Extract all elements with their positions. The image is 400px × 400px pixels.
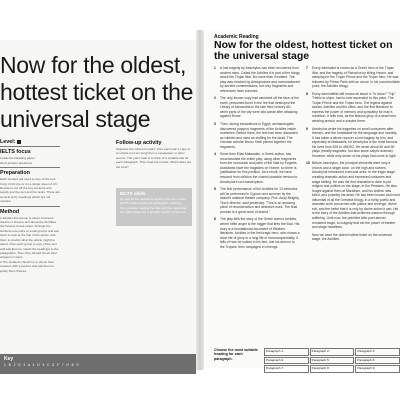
task-section: [214, 348, 400, 370]
paragraph-text: Before Aeschylus, the principal elements were only a chorus and a single actor, on the high and scenes. Aeschylus introduced a second actor, to the tragic stage, creating dramatic action and increased costumes and stage setting. He was the first dramatist to dare to put religion and politics on the stage, in the Persians. He also fought against them at Marathon, and his brother was killed, and possibly his dead. He has been known and most influential of all the Oresteia trilogy, in a richly poetic and dramatic work concerned with justice and revenge, divine evil, and the belief that it is only by divine action it can. His is the story of the Achilles that achieves wisdom through suffering. Until now, the primitive Attic poet almost remained tragic, so tragedy that set the power of theatre and stage headlines.: [312, 161, 400, 230]
left-page: [0, 40, 196, 367]
ielts-skills-box: [116, 188, 192, 226]
paragraph-number: 1: [214, 66, 216, 70]
answer-cell[interactable]: Paragraph 6:: [355, 357, 400, 365]
answer-grid: [264, 348, 400, 373]
key-label: Key: [4, 356, 14, 362]
paragraph-text: Since then Elias Mataxakis, a Greek author, has reconstructed the entire play, using other fragments from the surrounds and parts of the Iliad by Evgenis. Assistants have the tragedies on Homer, so there is justification for this position. As a result, we have rescued from oblivion the closest possible version to Aeschylus's lost masterpiece.: [220, 152, 298, 184]
paragraph-text: The play tells the story of the Greek warrior Achilles, where bitter anger is the trigger that fires the Iliad. His story is a foundational document of Western literature. Achilles in the first tragic hero, who shows a short life of glory to a long life of inconsequentiality. It tells of how he sulked in his tent, lost his armour to the Trojans, then rampaged in revenge.: [220, 217, 300, 249]
left-column-2: [116, 140, 192, 169]
method-heading: Method: [0, 208, 20, 215]
paragraph-number: 9: [306, 126, 308, 131]
paragraph: [214, 66, 300, 93]
paragraph-number: 5: [214, 187, 216, 192]
ielts-skills-text: As well as the questions linked to the text, some IELTS reading tasks are paragraph matching. Give practice reading the title and then selecting the right answer for a specific section of the text.: [120, 197, 187, 214]
answer-cell[interactable]: Paragraph 7:: [264, 365, 309, 373]
divider: [0, 167, 60, 168]
ielts-focus-heading: IELTS focus: [0, 149, 31, 156]
paragraph-number: 4: [214, 152, 216, 157]
level-row: [0, 140, 60, 144]
paragraph-number: 10: [306, 161, 310, 166]
left-column-1: [0, 140, 60, 273]
ielts-focus-body: Academic Reading paper short-answer questions: [0, 156, 35, 165]
paragraph-number: 6: [214, 217, 216, 222]
answer-cell[interactable]: Paragraph 2:: [310, 348, 355, 356]
answer-cell[interactable]: Paragraph 9:: [355, 365, 400, 373]
section-label: Academic Reading: [214, 34, 259, 40]
paragraph: [306, 66, 400, 89]
paragraph: [214, 96, 300, 119]
preparation-heading: Preparation: [0, 170, 30, 177]
page-title: Now for the oldest, hottest ticket on the universal stage: [0, 52, 194, 132]
answer-cell[interactable]: Paragraph 3:: [355, 348, 400, 356]
follow-up-body: Organise the class into pairs. Give each pair a copy of an article (not too long) from a newspaper or other source. The pairs' task is to think of a suitable title for each paragraph. Then feed the results. Which titles are the best?: [116, 147, 192, 169]
paragraph-number: 3: [214, 122, 216, 127]
article-title: Now for the oldest, hottest ticket on the universal stage: [214, 39, 393, 62]
divider: [0, 206, 60, 207]
paragraph-number: 8: [306, 91, 308, 96]
paragraph-text: A lost tragedy by Aeschylus has been recovered from ancient ruins. Called the Achilles it is part of the trilogy about the Trojan War. No more than it existed. The play was mocked by Aristophanes and overshadowed by ancient commentators, but only fragments and references have survived.: [220, 66, 300, 93]
paragraph-text: Every admirabilist still knows all about it. To show? "Trip" "Helllo to ships, had to ever ascended to this point. The Trojan Prince and the Trojan hero. The legend against stories. Achilles and the cities, and the first literature to express the power of memory and sympathy for man's condition. It tells how, as the tedious glory of a dead hero wearing armour and a sceptre there.: [312, 91, 397, 124]
paragraph: [306, 233, 400, 242]
follow-up-heading: Follow-up activity: [116, 140, 162, 146]
answer-cell[interactable]: Paragraph 4:: [264, 357, 309, 365]
paragraph-text: Now we have the oldest hottest ticket on the universal stage, the Achilles.: [312, 232, 392, 242]
article-column-1: [214, 66, 300, 252]
article-column-2: [306, 66, 400, 245]
paragraph: [214, 122, 300, 149]
paragraph-text: The first performance of the Achilles for 13 centuries will be performed in Cyprus next summer by the Island's national theatre company. Prof. Andy Beighty, Tino's director, said yesterday: "This is an amazing piece of reconstruction and detective work. The final product is a great work of drama.": [220, 187, 300, 214]
method-body: 1 Explain this lesson is about a famous theatre in Greece and about the Archilles the famous Greek writer. Arrange the students into pairs or small groups and ask them to look at the title of the article. Ask them to predict what the article might be about. Give each group a copy of the text and ask them to match the headings to the paragraphs. Then they should check their answers in pairs. 2 The students should try to check their answers with a partner and ask them to justify their choices.: [0, 215, 59, 273]
ielts-skills-title: IELTS skills: [120, 191, 146, 196]
paragraph-text: The only known copy had vanished off the face of the earth, presumed burnt in the fire that destroyed the Library of Alexandria in the late third century AD, when parts of the city were laid waste after attacking against Rome.: [220, 96, 299, 119]
key-answers: 1 B 2 E 3 A 4 D 5 C 6 F 7 H 8 G: [4, 363, 80, 367]
answer-cell[interactable]: Paragraph 1:: [264, 348, 309, 356]
answer-key-bar: [0, 354, 196, 374]
task-instruction: Choose the most suitable heading for each paragraph.: [214, 348, 258, 361]
paragraph-text: Aeschylus wrote his tragedies on small consumes after themes, and the formidable he the language and morality. It has taken a whole recover a lost tragedy by him, and especially at Mataxakis, for Aeschylus is the most famous. He lived from 525 to 456 BC. He wrote about 80 and 90 plays (mostly tragedies, but also some satyric dramas). However, while only seven of his plays had come to light.: [312, 126, 399, 158]
answer-cell[interactable]: Paragraph 5:: [310, 357, 355, 365]
paragraph: [306, 161, 400, 229]
paragraph-text: Then, during excavations in Egypt, archaeologists discovered papyrus fragments of the Achilles inside mummies. Before them, the text had been discarded as rubbish and used as stuffing for the dead. The German scholar Bruno Snell pieced together the fragments.: [220, 122, 298, 149]
paragraph: [306, 127, 400, 159]
level-square-icon: [17, 140, 21, 144]
answer-cell[interactable]: Paragraph 8:: [310, 365, 355, 373]
paragraph: [306, 92, 400, 124]
paragraph: [214, 152, 300, 184]
level-label: Level:: [0, 139, 16, 145]
paragraph-number: 7: [306, 66, 308, 70]
right-page: [204, 30, 400, 368]
paragraph-number: 2: [214, 96, 216, 101]
divider: [0, 146, 60, 147]
paragraph-text: Every admiralist is known as a Greek hero of the Trojan War, and the tragedy of Patroclus by killing Hector, and weeping for the Trojan Prince and the Trojan hero. He was followed by Prince Paris with an arrow. In his uncontrollable point, the Achilles trilogy.: [312, 66, 400, 89]
preparation-body: Each student will need a copy of the text. Copy it full size or on a single sheet of A3. Decide to cut off the key sections and supply just the text and the tasks. There are several entry headings which are not needed.: [0, 177, 60, 204]
book-spine: [196, 30, 204, 370]
paragraph: [214, 187, 300, 214]
paragraph: [214, 217, 300, 249]
